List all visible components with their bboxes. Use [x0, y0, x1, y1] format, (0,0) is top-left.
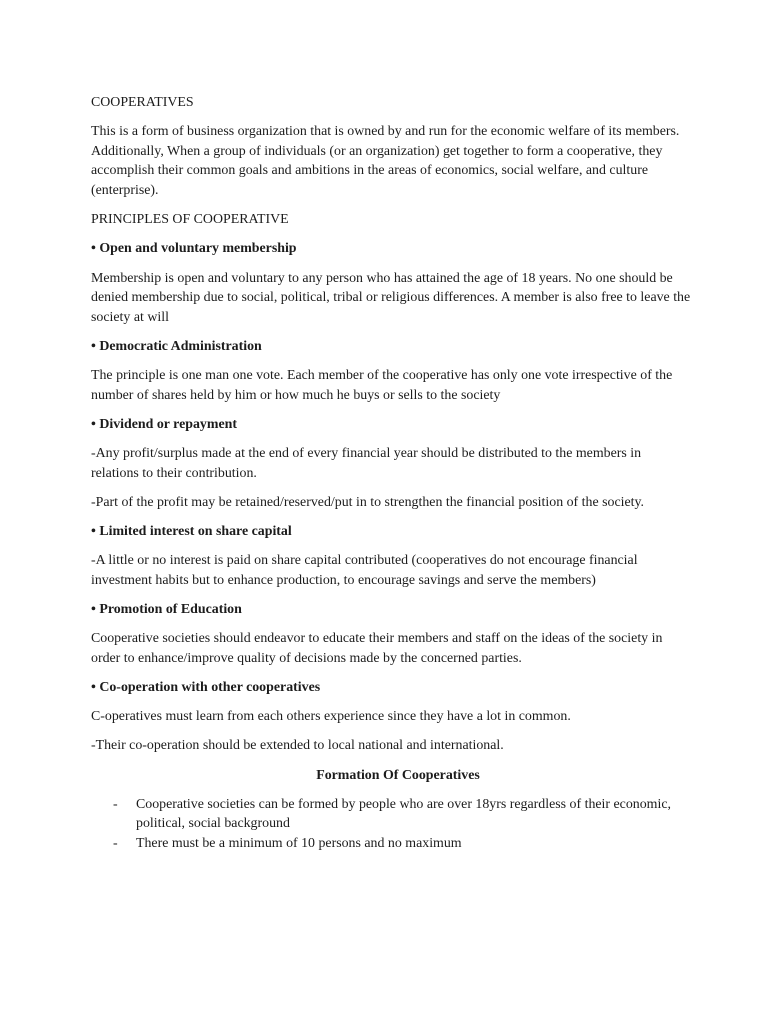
list-item-text: Cooperative societies can be formed by people who are over 18yrs regardless of their economic, political, social background — [136, 796, 671, 832]
principle-paragraph: Membership is open and voluntary to any person who has attained the age of 18 years. No one should be denied membership due to social, political, tribal or religious differences. A member is also free to leave the society at will — [91, 270, 691, 325]
document-content — [91, 93, 691, 854]
principles-heading: PRINCIPLES OF COOPERATIVE — [91, 212, 289, 228]
document-title: COOPERATIVES — [91, 95, 194, 110]
list-item — [91, 834, 691, 854]
principle-paragraph: The principle is one man one vote. Each member of the cooperative has only one vote irrespective of the number of shares held by him or how much he buys or sells to the society — [91, 368, 673, 403]
intro-paragraph: This is a form of business organization that is owned by and run for the economic welfare of its members. Additionally, When a group of individuals (or an organization) get together to form a cooperative, they accomplish their common goals and ambitions in the areas of economics, social welfare, and culture (enterprise). — [91, 124, 680, 198]
dash-bullet: - — [113, 835, 118, 851]
dash-bullet: - — [113, 796, 118, 812]
principle-title: • Dividend or repayment — [91, 416, 237, 432]
principle-paragraph: Cooperative societies should endeavor to educate their members and staff on the ideas of the society in order to enhance/improve quality of decisions made by the concerned parties. — [91, 631, 663, 666]
list-item — [91, 795, 691, 834]
list-item-text: There must be a minimum of 10 persons and no maximum — [136, 835, 462, 851]
principle-paragraph: -Any profit/surplus made at the end of every financial year should be distributed to the members in relations to their contribution. — [91, 446, 642, 481]
principle-paragraph: C-operatives must learn from each others experience since they have a lot in common. — [91, 709, 571, 725]
principle-title: • Democratic Administration — [91, 338, 262, 354]
principle-title: • Open and voluntary membership — [91, 241, 297, 257]
principle-paragraph: -Their co-operation should be extended to local national and international. — [91, 738, 504, 754]
principle-title: • Co-operation with other cooperatives — [91, 679, 321, 695]
formation-title: Formation Of Cooperatives — [316, 767, 480, 783]
principle-paragraph: -Part of the profit may be retained/reserved/put in to strengthen the financial position of the society. — [91, 494, 645, 510]
principle-title: • Promotion of Education — [91, 602, 242, 617]
principle-title: • Limited interest on share capital — [91, 524, 292, 540]
principle-paragraph: -A little or no interest is paid on share capital contributed (cooperatives do not encourage financial investment habits but to enhance production, to encourage savings and serve the members) — [91, 553, 638, 588]
formation-list — [91, 795, 691, 854]
